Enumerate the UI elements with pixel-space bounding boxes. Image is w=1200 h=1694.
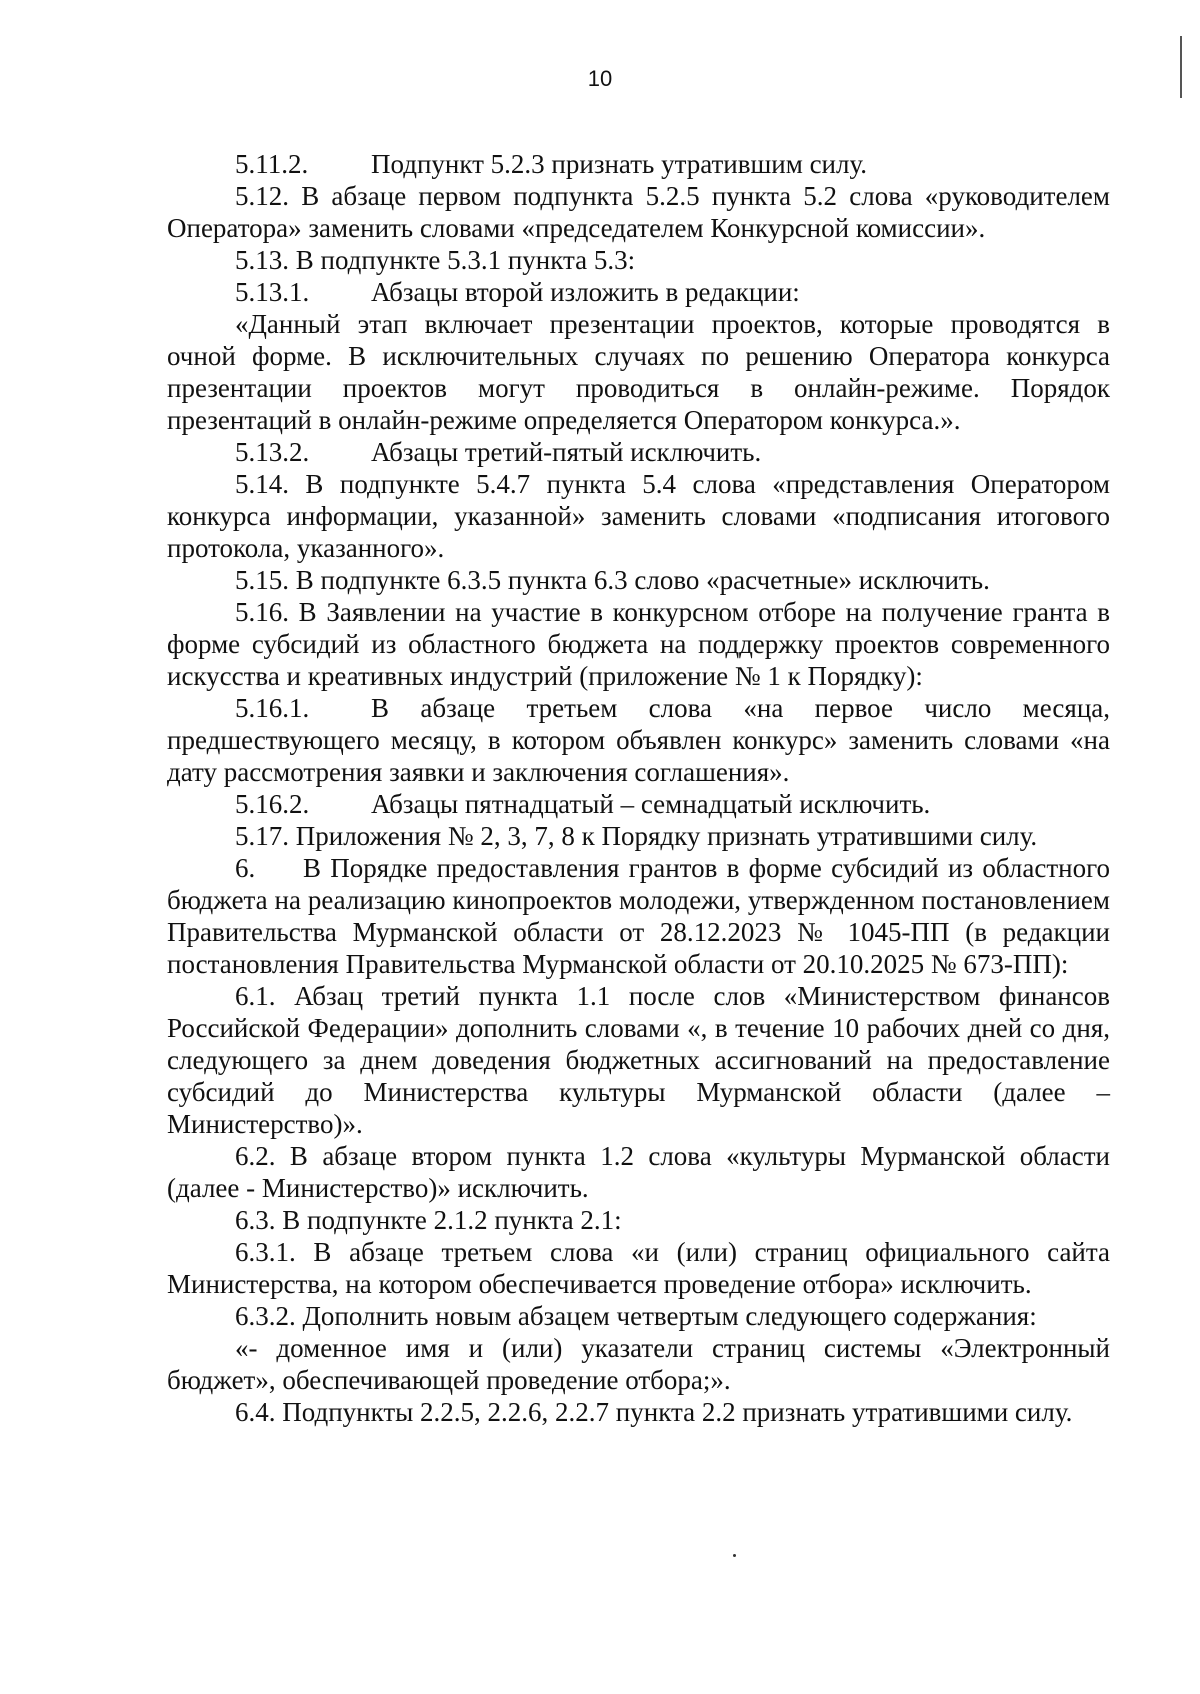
paragraph [167,1236,1110,1300]
paragraph-text: В Порядке предоставления грантов в форме субсидий из областного бюджета на реализацию кинопроектов молодежи, утвержденном постановлением Правительства Мурманской области от 28.12.2023 № 1045-ПП (в редакции постановления Правительства Мурманской области от 20.10.2025 № 673-ПП): [167,853,1110,979]
paragraph-text: 5.15. В подпункте 6.3.5 пункта 6.3 слово «расчетные» исключить. [235,565,990,595]
paragraph-text: 6.4. Подпункты 2.2.5, 2.2.6, 2.2.7 пункта 2.2 признать утратившими силу. [235,1397,1073,1427]
paragraph-text: 6.3. В подпункте 2.1.2 пункта 2.1: [235,1205,622,1235]
paragraph [167,852,1110,980]
paragraph [167,820,1110,852]
paragraph [167,436,1110,468]
paragraph-text: В абзаце третьем слова «на первое число месяца, предшествующего месяцу, в котором объявлен конкурс» заменить словами «на дату рассмотрения заявки и заключения соглашения». [167,693,1110,787]
paragraph [167,1300,1110,1332]
paragraph [167,1204,1110,1236]
paragraph [167,308,1110,436]
paragraph-text: 6.1. Абзац третий пункта 1.1 после слов «Министерством финансов Российской Федерации» дополнить словами «, в течение 10 рабочих дней со дня, следующего за днем доведения бюджетных ассигнований на предоставление субсидий до Министерства культуры Мурманской области (далее – Министерство)». [167,981,1110,1139]
paragraph [167,244,1110,276]
paragraph [167,148,1110,180]
paragraph [167,692,1110,788]
paragraph [167,1396,1110,1428]
paragraph [167,276,1110,308]
paragraph-number: 5.13.2. [235,437,310,467]
paragraph [167,980,1110,1140]
scan-speck [733,1554,736,1557]
paragraph-text: «- доменное имя и (или) указатели страниц системы «Электронный бюджет», обеспечивающей проведение отбора;». [167,1333,1110,1395]
paragraph-text: 6.2. В абзаце втором пункта 1.2 слова «культуры Мурманской области (далее - Министерство)» исключить. [167,1141,1110,1203]
paragraph-number: 5.11.2. [235,149,309,179]
paragraph-text: 5.14. В подпункте 5.4.7 пункта 5.4 слова «представления Оператором конкурса информации, указанной» заменить словами «подписания итогового протокола, указанного». [167,469,1110,563]
paragraph [167,564,1110,596]
paragraph-number: 5.16.1. [235,693,310,723]
paragraph [167,468,1110,564]
paragraph-text: Подпункт 5.2.3 признать утратившим силу. [371,149,868,179]
paragraph-number: 5.16.2. [235,789,310,819]
paragraph-text: Абзацы пятнадцатый – семнадцатый исключить. [371,789,931,819]
paragraph-text: 5.16. В Заявлении на участие в конкурсном отборе на получение гранта в форме субсидий из областного бюджета на поддержку проектов современного искусства и креативных индустрий (приложение № 1 к Порядку): [167,597,1110,691]
paragraph-text: 6.3.2. Дополнить новым абзацем четвертым следующего содержания: [235,1301,1037,1331]
paragraph-text: «Данный этап включает презентации проектов, которые проводятся в очной форме. В исключительных случаях по решению Оператора конкурса презентации проектов могут проводиться в онлайн-режиме. Порядок презентаций в онлайн-режиме определяется Оператором конкурса.». [167,309,1110,435]
paragraph-text: 5.13. В подпункте 5.3.1 пункта 5.3: [235,245,636,275]
paragraph-number: 6. [235,853,256,883]
paragraph-text: Абзацы второй изложить в редакции: [371,277,800,307]
document-body [167,148,1110,1428]
page-number: 10 [587,66,613,91]
paragraph-text: 5.17. Приложения № 2, 3, 7, 8 к Порядку признать утратившими силу. [235,821,1038,851]
paragraph [167,596,1110,692]
paragraph [167,788,1110,820]
paragraph [167,1140,1110,1204]
paragraph-text: Абзацы третий-пятый исключить. [371,437,762,467]
paragraph-number: 5.13.1. [235,277,310,307]
paragraph-text: 5.12. В абзаце первом подпункта 5.2.5 пункта 5.2 слова «руководителем Оператора» заменить словами «председателем Конкурсной комиссии». [167,181,1110,243]
paragraph-text: 6.3.1. В абзаце третьем слова «и (или) страниц официального сайта Министерства, на котором обеспечивается проведение отбора» исключить. [167,1237,1110,1299]
paragraph [167,1332,1110,1396]
paragraph [167,180,1110,244]
